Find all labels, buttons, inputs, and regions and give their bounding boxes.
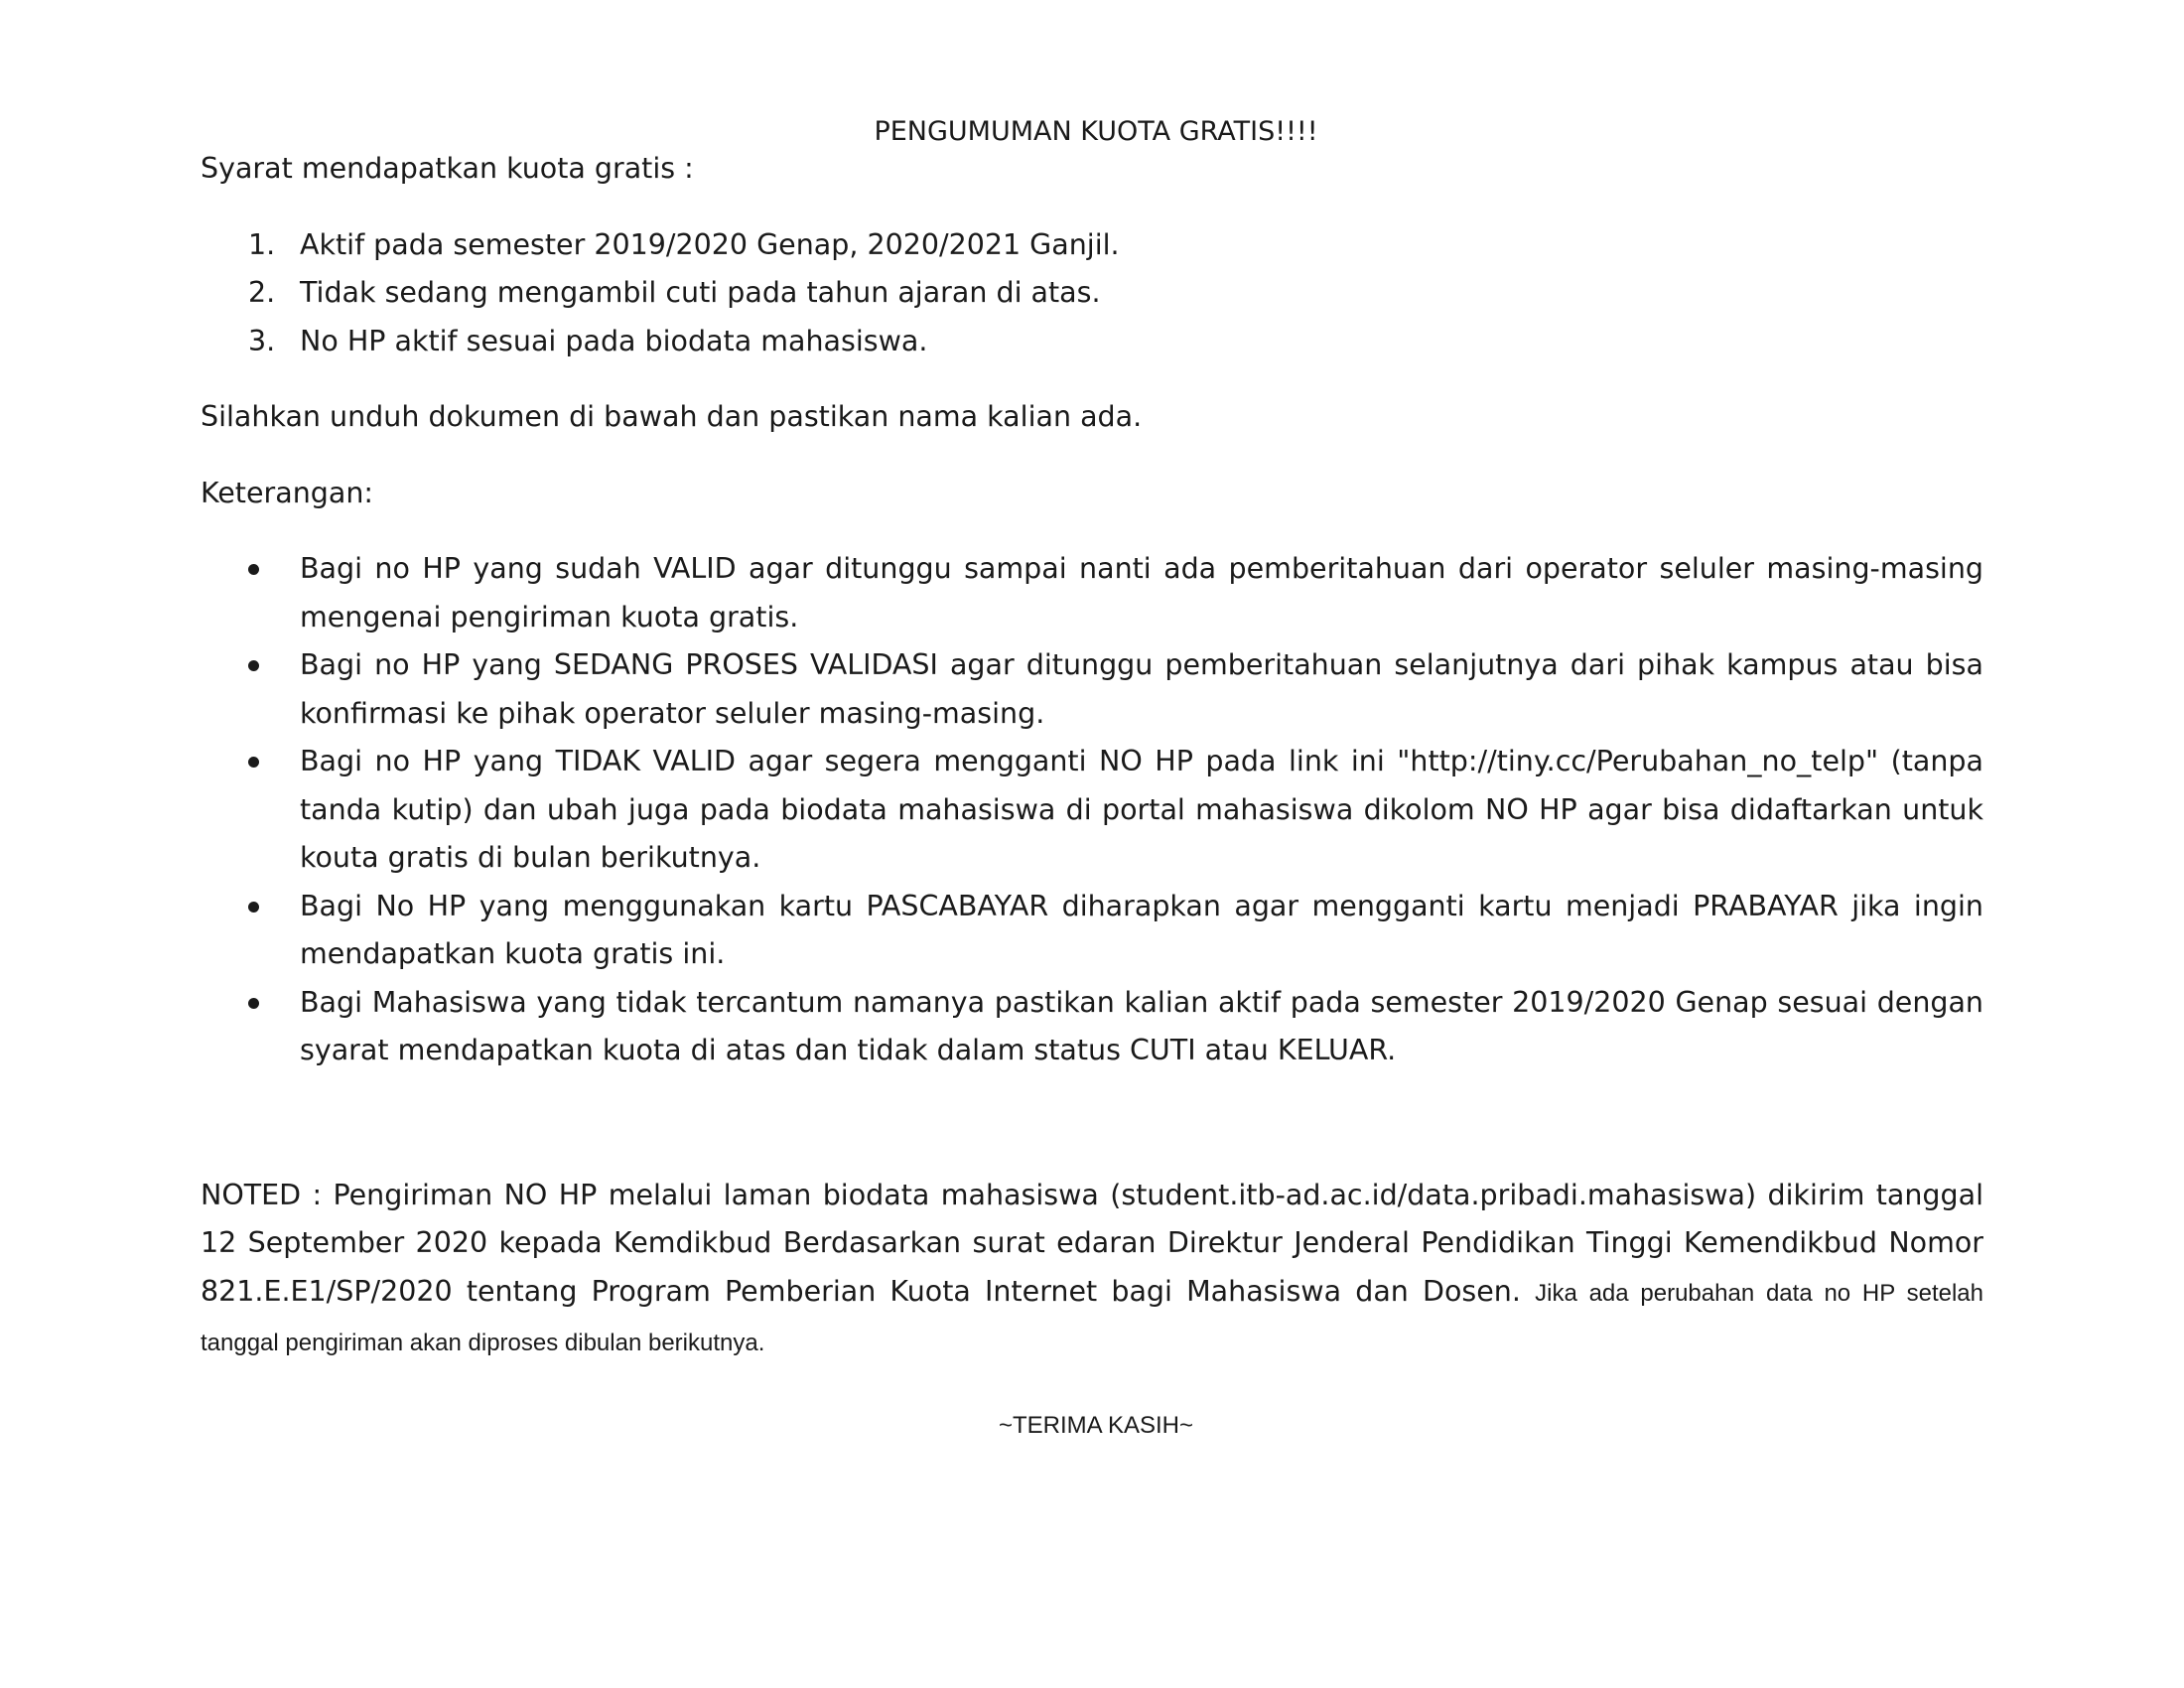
list-item (201, 545, 1983, 641)
list-item-text: Bagi no HP yang SEDANG PROSES VALIDASI agar ditunggu pemberitahuan selanjutnya dari pihak kampus atau bisa konfirmasi ke pihak operator seluler masing-masing. (300, 648, 1983, 730)
list-item (201, 221, 1983, 270)
notes-heading: Keterangan: (201, 476, 373, 509)
list-item (201, 979, 1983, 1075)
noted-main-text: NOTED : Pengiriman NO HP melalui laman biodata mahasiswa (student.itb-ad.ac.id/data.pribadi.mahasiswa) dikirim tanggal 12 September 2020 kepada Kemdikbud Berdasarkan surat edaran Direktur Jenderal Pendidikan Tinggi Kemendikbud Nomor 821.E.E1/SP/2020 tentang Program Pemberian Kuota Internet bagi Mahasiswa dan Dosen. (201, 1178, 1983, 1308)
closing-text: ~TERIMA KASIH~ (998, 1411, 1194, 1439)
list-item-text: Bagi no HP yang sudah VALID agar ditunggu sampai nanti ada pemberitahuan dari operator seluler masing-masing mengenai pengiriman kuota gratis. (300, 552, 1983, 633)
bullet-icon (248, 660, 259, 671)
list-item-text: Bagi No HP yang menggunakan kartu PASCABAYAR diharapkan agar mengganti kartu menjadi PRABAYAR jika ingin mendapatkan kuota gratis ini. (300, 889, 1983, 970)
list-number: 3. (248, 324, 276, 357)
list-item-text: Aktif pada semester 2019/2020 Genap, 2020/2021 Ganjil. (300, 227, 1120, 261)
list-item (201, 738, 1983, 883)
document-title: PENGUMUMAN KUOTA GRATIS!!!! (874, 116, 1318, 147)
list-number: 2. (248, 276, 276, 309)
list-item-text: No HP aktif sesuai pada biodata mahasiswa. (300, 324, 928, 357)
noted-paragraph (201, 1172, 1983, 1368)
list-item-text: Tidak sedang mengambil cuti pada tahun ajaran di atas. (300, 276, 1101, 309)
list-item (201, 269, 1983, 318)
requirements-intro: Syarat mendapatkan kuota gratis : (201, 152, 694, 185)
bullet-icon (248, 564, 259, 575)
list-item (201, 883, 1983, 979)
bullet-icon (248, 902, 259, 913)
bullet-icon (248, 757, 259, 768)
list-item (201, 318, 1983, 366)
download-instruction: Silahkan unduh dokumen di bawah dan pastikan nama kalian ada. (201, 400, 1143, 433)
list-item-text: Bagi no HP yang TIDAK VALID agar segera mengganti NO HP pada link ini "http://tiny.cc/Perubahan_no_telp" (tanpa tanda kutip) dan ubah juga pada biodata mahasiswa di portal mahasiswa dikolom NO HP agar bisa didaftarkan untuk kouta gratis di bulan berikutnya. (300, 745, 1983, 874)
notes-list (201, 545, 1983, 1075)
list-number: 1. (248, 227, 276, 261)
list-item-text: Bagi Mahasiswa yang tidak tercantum namanya pastikan kalian aktif pada semester 2019/2020 Genap sesuai dengan syarat mendapatkan kuota di atas dan tidak dalam status CUTI atau KELUAR. (300, 985, 1983, 1066)
list-item (201, 641, 1983, 738)
noted-extra-text: Jika ada perubahan data no HP setelah tanggal pengiriman akan diproses dibulan berikutnya. (201, 1279, 1983, 1356)
document-page (201, 111, 1983, 1450)
requirements-list (201, 221, 1983, 366)
bullet-icon (248, 998, 259, 1009)
